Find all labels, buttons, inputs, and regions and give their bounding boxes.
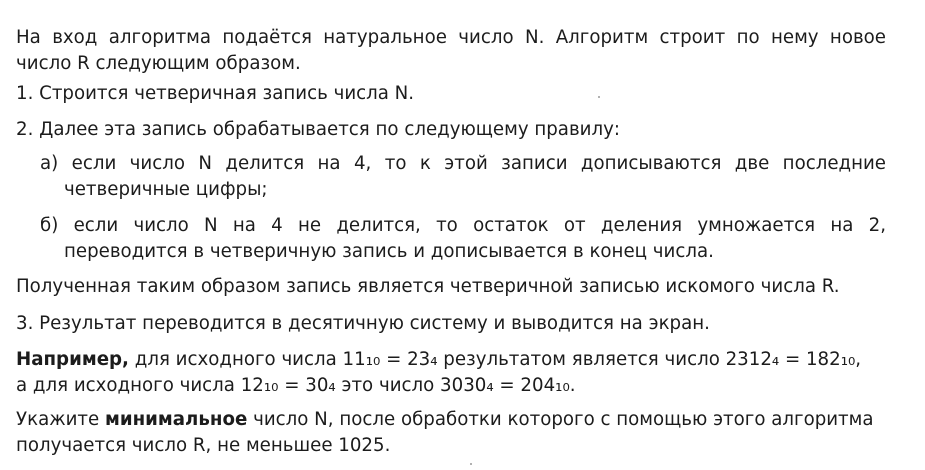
step-3: 3. Результат переводится в десятичную систему и выводится на экран. <box>16 313 710 334</box>
scan-speck <box>470 463 472 465</box>
intro-line-1: На вход алгоритма подаётся натуральное число N. Алгоритм строит по нему новое <box>16 27 886 48</box>
task-line-2: получается число R, не меньшее 1025. <box>16 435 391 456</box>
task-emphasis: минимальное <box>105 409 248 430</box>
example-line-1-text: для исходного числа 11₁₀ = 23₄ результатом является число 2312₄ = 182₁₀, <box>134 349 862 370</box>
step-1: 1. Строится четверичная запись числа N. <box>16 83 415 104</box>
intro-line-2: число R следующим образом. <box>16 53 301 74</box>
example-label: Например, <box>16 349 129 370</box>
result-sentence: Полученная таким образом запись является четверичной записью искомого числа R. <box>16 276 840 297</box>
example-line-2: а для исходного числа 12₁₀ = 30₄ это число 3030₄ = 204₁₀. <box>16 375 576 396</box>
example-line-1 <box>16 348 861 372</box>
task-lead: Укажите <box>16 409 100 430</box>
rule-b-line-1: б) если число N на 4 не делится, то остаток от деления умножается на 2, <box>40 215 886 236</box>
task-line-1-text: число N, после обработки которого с помощью этого алгоритма <box>253 409 874 430</box>
rule-a-line-2: четверичные цифры; <box>64 179 268 200</box>
rule-b-line-2: переводится в четверичную запись и дописывается в конец числа. <box>64 241 714 262</box>
scan-speck <box>598 96 600 98</box>
step-2: 2. Далее эта запись обрабатывается по следующему правилу: <box>16 119 621 140</box>
rule-a-line-1: а) если число N делится на 4, то к этой записи дописываются две последние <box>40 153 886 174</box>
task-line-1 <box>16 408 874 432</box>
